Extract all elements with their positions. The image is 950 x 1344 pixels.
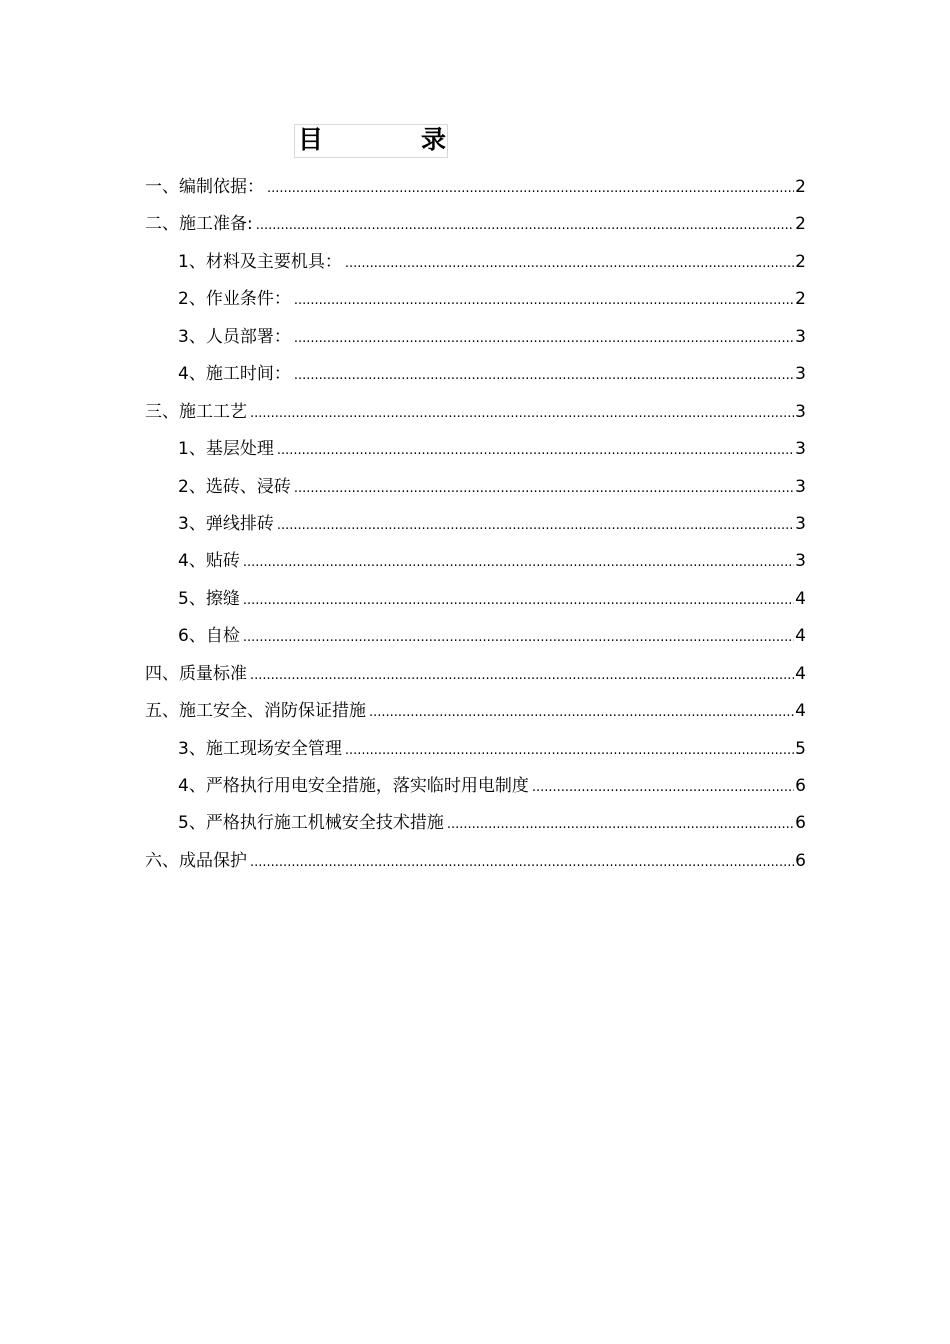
toc-entry[interactable] (145, 170, 806, 207)
toc-dot-leader (294, 359, 794, 393)
toc-dot-leader (369, 696, 794, 730)
toc-entry-page-number: 5 (795, 738, 806, 759)
toc-dot-leader (294, 472, 794, 506)
toc-entry-page-number: 2 (795, 177, 806, 197)
toc-dot-leader (532, 771, 794, 805)
toc-entry[interactable] (145, 395, 806, 432)
toc-dot-leader (250, 846, 794, 880)
table-of-contents (145, 170, 806, 881)
toc-dot-leader (256, 209, 794, 243)
toc-entry-label: 二、施工准备: (145, 214, 253, 235)
toc-entry-label: 3、弹线排砖 (178, 513, 274, 534)
toc-dot-leader (250, 397, 794, 431)
toc-entry[interactable] (145, 470, 806, 507)
toc-dot-leader (345, 247, 794, 281)
toc-entry[interactable] (145, 320, 806, 357)
toc-entry-page-number: 6 (795, 813, 806, 834)
toc-entry-page-number: 2 (795, 214, 806, 235)
toc-entry-label: 5、擦缝 (178, 588, 240, 609)
toc-entry-page-number: 3 (795, 551, 806, 572)
toc-entry[interactable] (145, 844, 806, 881)
toc-dot-leader (243, 584, 794, 618)
toc-entry-label: 5、严格执行施工机械安全技术措施 (178, 813, 444, 834)
toc-entry-page-number: 4 (795, 626, 806, 647)
toc-entry[interactable] (145, 582, 806, 619)
toc-entry[interactable] (145, 769, 806, 806)
toc-dot-leader (294, 284, 794, 318)
toc-entry-page-number: 2 (795, 289, 806, 310)
toc-entry-label: 四、质量标准 (145, 663, 247, 684)
toc-title (294, 124, 448, 158)
toc-entry[interactable] (145, 806, 806, 843)
toc-entry-page-number: 3 (795, 513, 806, 534)
toc-entry-page-number: 4 (795, 663, 806, 684)
toc-entry-page-number: 3 (795, 364, 806, 385)
toc-entry-page-number: 3 (795, 401, 806, 422)
toc-entry[interactable] (145, 507, 806, 544)
toc-entry-page-number: 3 (795, 439, 806, 460)
toc-entry-page-number: 4 (795, 701, 806, 722)
toc-entry[interactable] (145, 282, 806, 319)
toc-entry-page-number: 6 (795, 776, 806, 796)
toc-dot-leader (243, 546, 794, 580)
toc-dot-leader (294, 322, 794, 356)
toc-entry[interactable] (145, 657, 806, 694)
toc-dot-leader (250, 659, 794, 693)
toc-entry-label: 3、人员部署： (178, 326, 291, 347)
toc-entry-label: 六、成品保护 (145, 850, 247, 871)
toc-entry[interactable] (145, 694, 806, 731)
toc-entry-page-number: 3 (795, 326, 806, 347)
toc-entry-page-number: 3 (795, 476, 806, 497)
toc-entry-page-number: 2 (795, 251, 806, 272)
toc-entry[interactable] (145, 357, 806, 394)
toc-entry[interactable] (145, 619, 806, 656)
toc-entry-label: 3、施工现场安全管理 (178, 738, 342, 759)
toc-entry-label: 2、作业条件： (178, 289, 291, 310)
toc-dot-leader (277, 434, 794, 468)
toc-entry-label: 4、严格执行用电安全措施，落实临时用电制度 (178, 776, 529, 796)
toc-entry[interactable] (145, 245, 806, 282)
toc-entry-label: 2、选砖、浸砖 (178, 476, 291, 497)
toc-dot-leader (267, 172, 794, 206)
toc-entry-label: 6、自检 (178, 626, 240, 647)
toc-entry-label: 三、施工工艺 (145, 401, 247, 422)
toc-entry[interactable] (145, 432, 806, 469)
toc-entry-page-number: 4 (795, 588, 806, 609)
toc-entry-label: 五、施工安全、消防保证措施 (145, 701, 366, 722)
toc-dot-leader (447, 808, 794, 842)
toc-entry[interactable] (145, 732, 806, 769)
toc-dot-leader (345, 734, 794, 768)
toc-title-left-char: 目 (298, 125, 324, 154)
toc-entry-label: 1、材料及主要机具： (178, 251, 342, 272)
toc-entry-label: 一、编制依据： (145, 177, 264, 197)
toc-entry-label: 4、贴砖 (178, 551, 240, 572)
toc-entry-page-number: 6 (795, 850, 806, 871)
toc-dot-leader (277, 509, 794, 543)
toc-dot-leader (243, 621, 794, 655)
toc-title-right-char: 录 (420, 125, 446, 154)
toc-entry[interactable] (145, 544, 806, 581)
toc-entry-label: 1、基层处理 (178, 439, 274, 460)
toc-entry[interactable] (145, 207, 806, 244)
toc-entry-label: 4、施工时间： (178, 364, 291, 385)
